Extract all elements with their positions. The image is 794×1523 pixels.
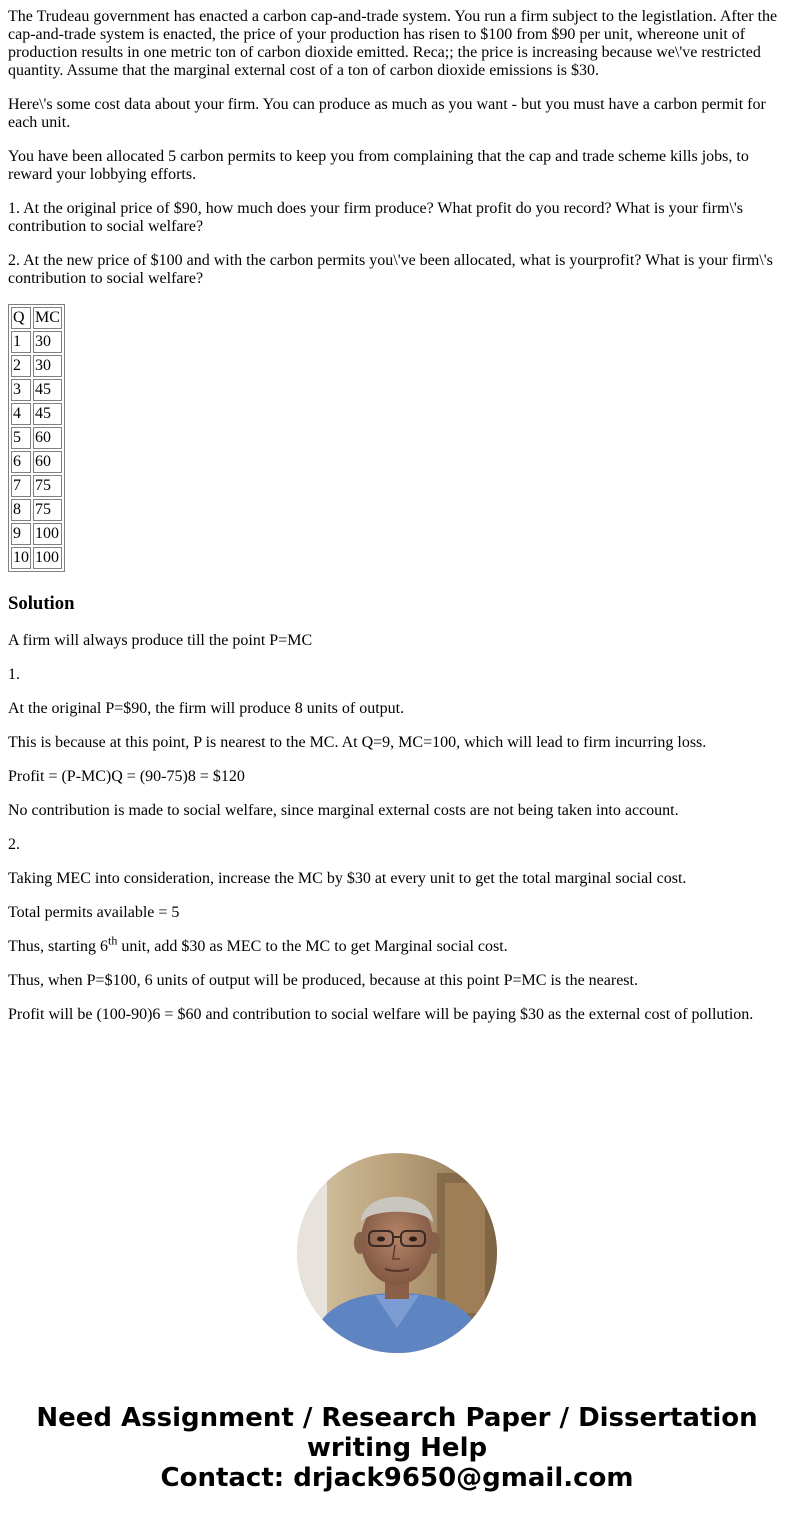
question-2: 2. At the new price of $100 and with the carbon permits you\'ve been allocated, what is yourprofit? What is your firm\'s contribution to social welfare?	[8, 252, 773, 287]
table-row	[11, 547, 62, 569]
table-cell-mc: 30	[33, 331, 62, 353]
table-cell-mc: 75	[33, 475, 62, 497]
table-row	[11, 403, 62, 425]
table-cell-q: 4	[11, 403, 31, 425]
table-cell-q: 5	[11, 427, 31, 449]
table-cell-mc: 75	[33, 499, 62, 521]
question-1: 1. At the original price of $90, how much does your firm produce? What profit do you record? What is your firm\'s contribution to social welfare?	[8, 200, 743, 235]
solution-part1-output: At the original P=$90, the firm will produce 8 units of output.	[8, 700, 405, 717]
solution-rule: A firm will always produce till the point P=MC	[8, 632, 313, 649]
question-intro: The Trudeau government has enacted a carbon cap-and-trade system. You run a firm subject to the legistlation. After the cap-and-trade system is enacted, the price of your production has risen to $100 from $90 per unit, whereone unit of production results in one metric ton of carbon dioxide emitted. Reca;; the price is increasing because we\'ve restricted quantity. Assume that the marginal external cost of a ton of carbon dioxide emissions is $30.	[8, 8, 778, 79]
table-row	[11, 523, 62, 545]
table-cell-mc: 60	[33, 427, 62, 449]
question-permits: You have been allocated 5 carbon permits to keep you from complaining that the cap and trade scheme kills jobs, to reward your lobbying efforts.	[8, 148, 749, 183]
solution-part2-label: 2.	[8, 836, 20, 853]
question-cost-data: Here\'s some cost data about your firm. You can produce as much as you want - but you must have a carbon permit for each unit.	[8, 96, 766, 131]
table-cell-q: 1	[11, 331, 31, 353]
solution-part2-permits: Total permits available = 5	[8, 904, 180, 921]
table-header-row	[11, 307, 62, 329]
table-row	[11, 379, 62, 401]
table-header-q: Q	[11, 307, 31, 329]
solution-part2-profit: Profit will be (100-90)6 = $60 and contribution to social welfare will be paying $30 as the external cost of pollution.	[8, 1006, 754, 1023]
ordinal-superscript: th	[108, 933, 118, 948]
table-row	[11, 475, 62, 497]
table-row	[11, 451, 62, 473]
table-row	[11, 499, 62, 521]
solution-part2-thus-start: Thus, starting 6	[8, 938, 108, 955]
promo-line-2: writing Help	[306, 1433, 488, 1463]
solution-part2-output: Thus, when P=$100, 6 units of output will be produced, because at this point P=MC is the nearest.	[8, 972, 638, 989]
table-header-mc: MC	[33, 307, 62, 329]
solution-part1-profit: Profit = (P-MC)Q = (90-75)8 = $120	[8, 768, 245, 785]
table-cell-q: 8	[11, 499, 31, 521]
solution-heading: Solution	[8, 593, 75, 614]
promo-banner	[0, 1403, 794, 1493]
table-cell-mc: 30	[33, 355, 62, 377]
table-cell-q: 2	[11, 355, 31, 377]
table-row	[11, 427, 62, 449]
promo-contact: Contact: drjack9650@gmail.com	[160, 1463, 634, 1493]
solution-part2-thus-end: unit, add $30 as MEC to the MC to get Marginal social cost.	[117, 938, 508, 955]
table-cell-q: 9	[11, 523, 31, 545]
table-cell-mc: 45	[33, 403, 62, 425]
solution-part2-mec: Taking MEC into consideration, increase the MC by $30 at every unit to get the total marginal social cost.	[8, 870, 687, 887]
document-body	[8, 0, 782, 1040]
tutor-avatar	[297, 1153, 497, 1353]
table-row	[11, 331, 62, 353]
table-cell-mc: 100	[33, 523, 62, 545]
promo-line-1: Need Assignment / Research Paper / Dissertation	[36, 1403, 758, 1433]
table-cell-q: 10	[11, 547, 31, 569]
solution-part1-reason: This is because at this point, P is nearest to the MC. At Q=9, MC=100, which will lead to firm incurring loss.	[8, 734, 707, 751]
table-row	[11, 355, 62, 377]
tutor-portrait-image	[297, 1153, 497, 1353]
table-cell-q: 7	[11, 475, 31, 497]
solution-part2-thus	[8, 933, 782, 956]
table-cell-q: 6	[11, 451, 31, 473]
table-cell-mc: 45	[33, 379, 62, 401]
solution-part1-label: 1.	[8, 666, 20, 683]
mc-table	[8, 304, 65, 572]
table-cell-mc: 60	[33, 451, 62, 473]
table-cell-q: 3	[11, 379, 31, 401]
solution-part1-welfare: No contribution is made to social welfare, since marginal external costs are not being taken into account.	[8, 802, 679, 819]
table-cell-mc: 100	[33, 547, 62, 569]
